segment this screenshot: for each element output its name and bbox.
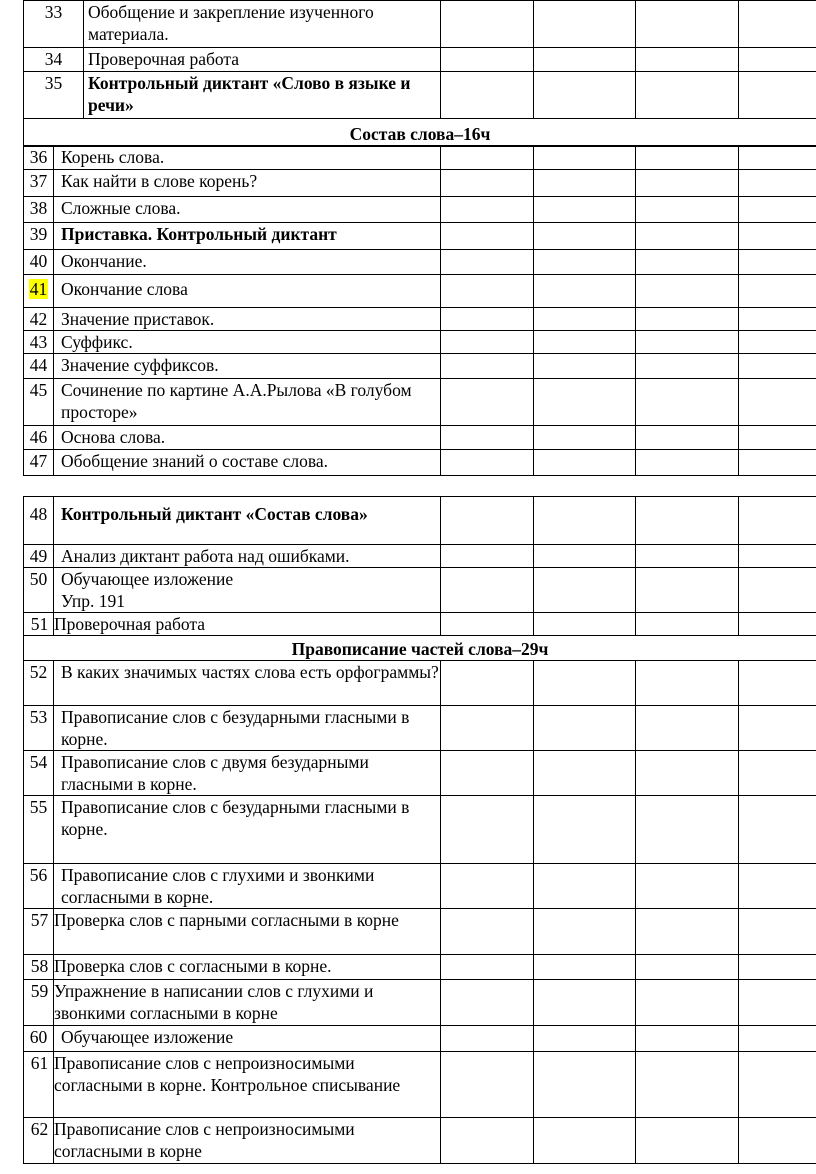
table-row (24, 980, 816, 1026)
table-row (24, 1052, 816, 1118)
highlighted-lesson-number: 41 (29, 279, 48, 299)
lesson-number: 58 (24, 955, 54, 980)
lesson-number: 37 (24, 170, 54, 197)
table-row (24, 223, 816, 250)
lesson-topic: Основа слова. (54, 426, 441, 450)
lesson-topic: Окончание. (54, 250, 441, 275)
lesson-topic: Обобщение и закрепление изученного материала. (84, 1, 441, 48)
table-row (24, 275, 816, 308)
lesson-topic: Корень слова. (54, 146, 441, 170)
lesson-topic: Правописание слов с безударными гласными в корне. (54, 796, 441, 864)
lesson-number: 49 (24, 545, 54, 568)
lesson-number: 53 (24, 706, 54, 751)
lesson-table-1 (23, 0, 816, 147)
lesson-topic: Правописание слов с глухими и звонкими согласными в корне. (54, 864, 441, 909)
lesson-number: 35 (24, 72, 84, 119)
table-row (24, 48, 816, 72)
section-title: Правописание частей слова–29ч (24, 636, 816, 661)
table-row (24, 497, 816, 545)
table-row (24, 864, 816, 909)
lesson-number: 43 (24, 331, 54, 354)
lesson-number: 39 (24, 223, 54, 250)
lesson-topic: Правописание слов с непроизносимыми согласными в корне (54, 1118, 441, 1164)
lesson-number: 42 (24, 308, 54, 331)
table-row (24, 146, 816, 170)
lesson-topic: Контрольный диктант «Слово в языке и речи» (84, 72, 441, 119)
table-row (24, 331, 816, 354)
table-row (24, 909, 816, 955)
lesson-number: 44 (24, 354, 54, 379)
table-row (24, 197, 816, 223)
lesson-number: 62 (24, 1118, 54, 1164)
table-row (24, 170, 816, 197)
table-row (24, 1026, 816, 1052)
lesson-number: 36 (24, 146, 54, 170)
table-row (24, 426, 816, 450)
lesson-topic: Обучающее изложение (54, 1026, 441, 1052)
lesson-topic: Правописание слов с безударными гласными в корне. (54, 706, 441, 751)
lesson-topic: Анализ диктант работа над ошибками. (54, 545, 441, 568)
lesson-number: 45 (24, 379, 54, 426)
lesson-number: 38 (24, 197, 54, 223)
lesson-topic: Сочинение по картине А.А.Рылова «В голубом просторе» (54, 379, 441, 426)
lesson-topic: Значение приставок. (54, 308, 441, 331)
lesson-number: 54 (24, 751, 54, 796)
table-row (24, 354, 816, 379)
lesson-number: 46 (24, 426, 54, 450)
table-row (24, 308, 816, 331)
lesson-number: 48 (24, 497, 54, 545)
lesson-number-cell (24, 275, 54, 308)
lesson-topic-note: Упр. 191 (61, 591, 125, 611)
lesson-topic: Проверка слов с согласными в корне. (54, 955, 441, 980)
table-row (24, 379, 816, 426)
lesson-number: 52 (24, 661, 54, 706)
table-row (24, 545, 816, 568)
table-row (24, 250, 816, 275)
lesson-topic: Суффикс. (54, 331, 441, 354)
lesson-topic: Окончание слова (54, 275, 441, 308)
lesson-number: 56 (24, 864, 54, 909)
lesson-topic: Как найти в слове корень? (54, 170, 441, 197)
table-row (24, 1, 816, 48)
table-row (24, 613, 816, 636)
lesson-topic: Проверка слов с парными согласными в корне (54, 909, 441, 955)
lesson-topic: Правописание слов с двумя безударными гласными в корне. (54, 751, 441, 796)
lesson-topic: Контрольный диктант «Состав слова» (54, 497, 441, 545)
lesson-topic: Упражнение в написании слов с глухими и звонкими согласными в корне (54, 980, 441, 1026)
table-row (24, 72, 816, 119)
lesson-number: 57 (24, 909, 54, 955)
table-row (24, 955, 816, 980)
lesson-topic: Обобщение знаний о составе слова. (54, 450, 441, 476)
lesson-table-2 (23, 496, 816, 1164)
lesson-topic: Значение суффиксов. (54, 354, 441, 379)
table-row (24, 661, 816, 706)
table-row (24, 568, 816, 613)
lesson-topic: Приставка. Контрольный диктант (54, 223, 441, 250)
lesson-number: 34 (24, 48, 84, 72)
lesson-topic: Проверочная работа (84, 48, 441, 72)
lesson-topic: В каких значимых частях слова есть орфограммы? (54, 661, 441, 706)
section-header-row (24, 119, 816, 147)
table-row (24, 1118, 816, 1164)
lesson-topic: Сложные слова. (54, 197, 441, 223)
section-title: Состав слова–16ч (24, 119, 816, 147)
lesson-number: 40 (24, 250, 54, 275)
lesson-number: 55 (24, 796, 54, 864)
lesson-topic: Проверочная работа (54, 613, 441, 636)
lesson-topic-cell (54, 568, 441, 613)
lesson-number: 50 (24, 568, 54, 613)
lesson-topic: Обучающее изложение (61, 569, 234, 589)
lesson-number: 60 (24, 1026, 54, 1052)
table-row (24, 796, 816, 864)
lesson-table-1-body (23, 145, 816, 476)
table-row (24, 450, 816, 476)
lesson-number: 59 (24, 980, 54, 1026)
lesson-number: 61 (24, 1052, 54, 1118)
table-row (24, 751, 816, 796)
section-header-row (24, 636, 816, 661)
table-row (24, 706, 816, 751)
lesson-topic: Правописание слов с непроизносимыми согласными в корне. Контрольное списывание (54, 1052, 441, 1118)
lesson-number: 47 (24, 450, 54, 476)
lesson-number: 33 (24, 1, 84, 48)
lesson-number: 51 (24, 613, 54, 636)
